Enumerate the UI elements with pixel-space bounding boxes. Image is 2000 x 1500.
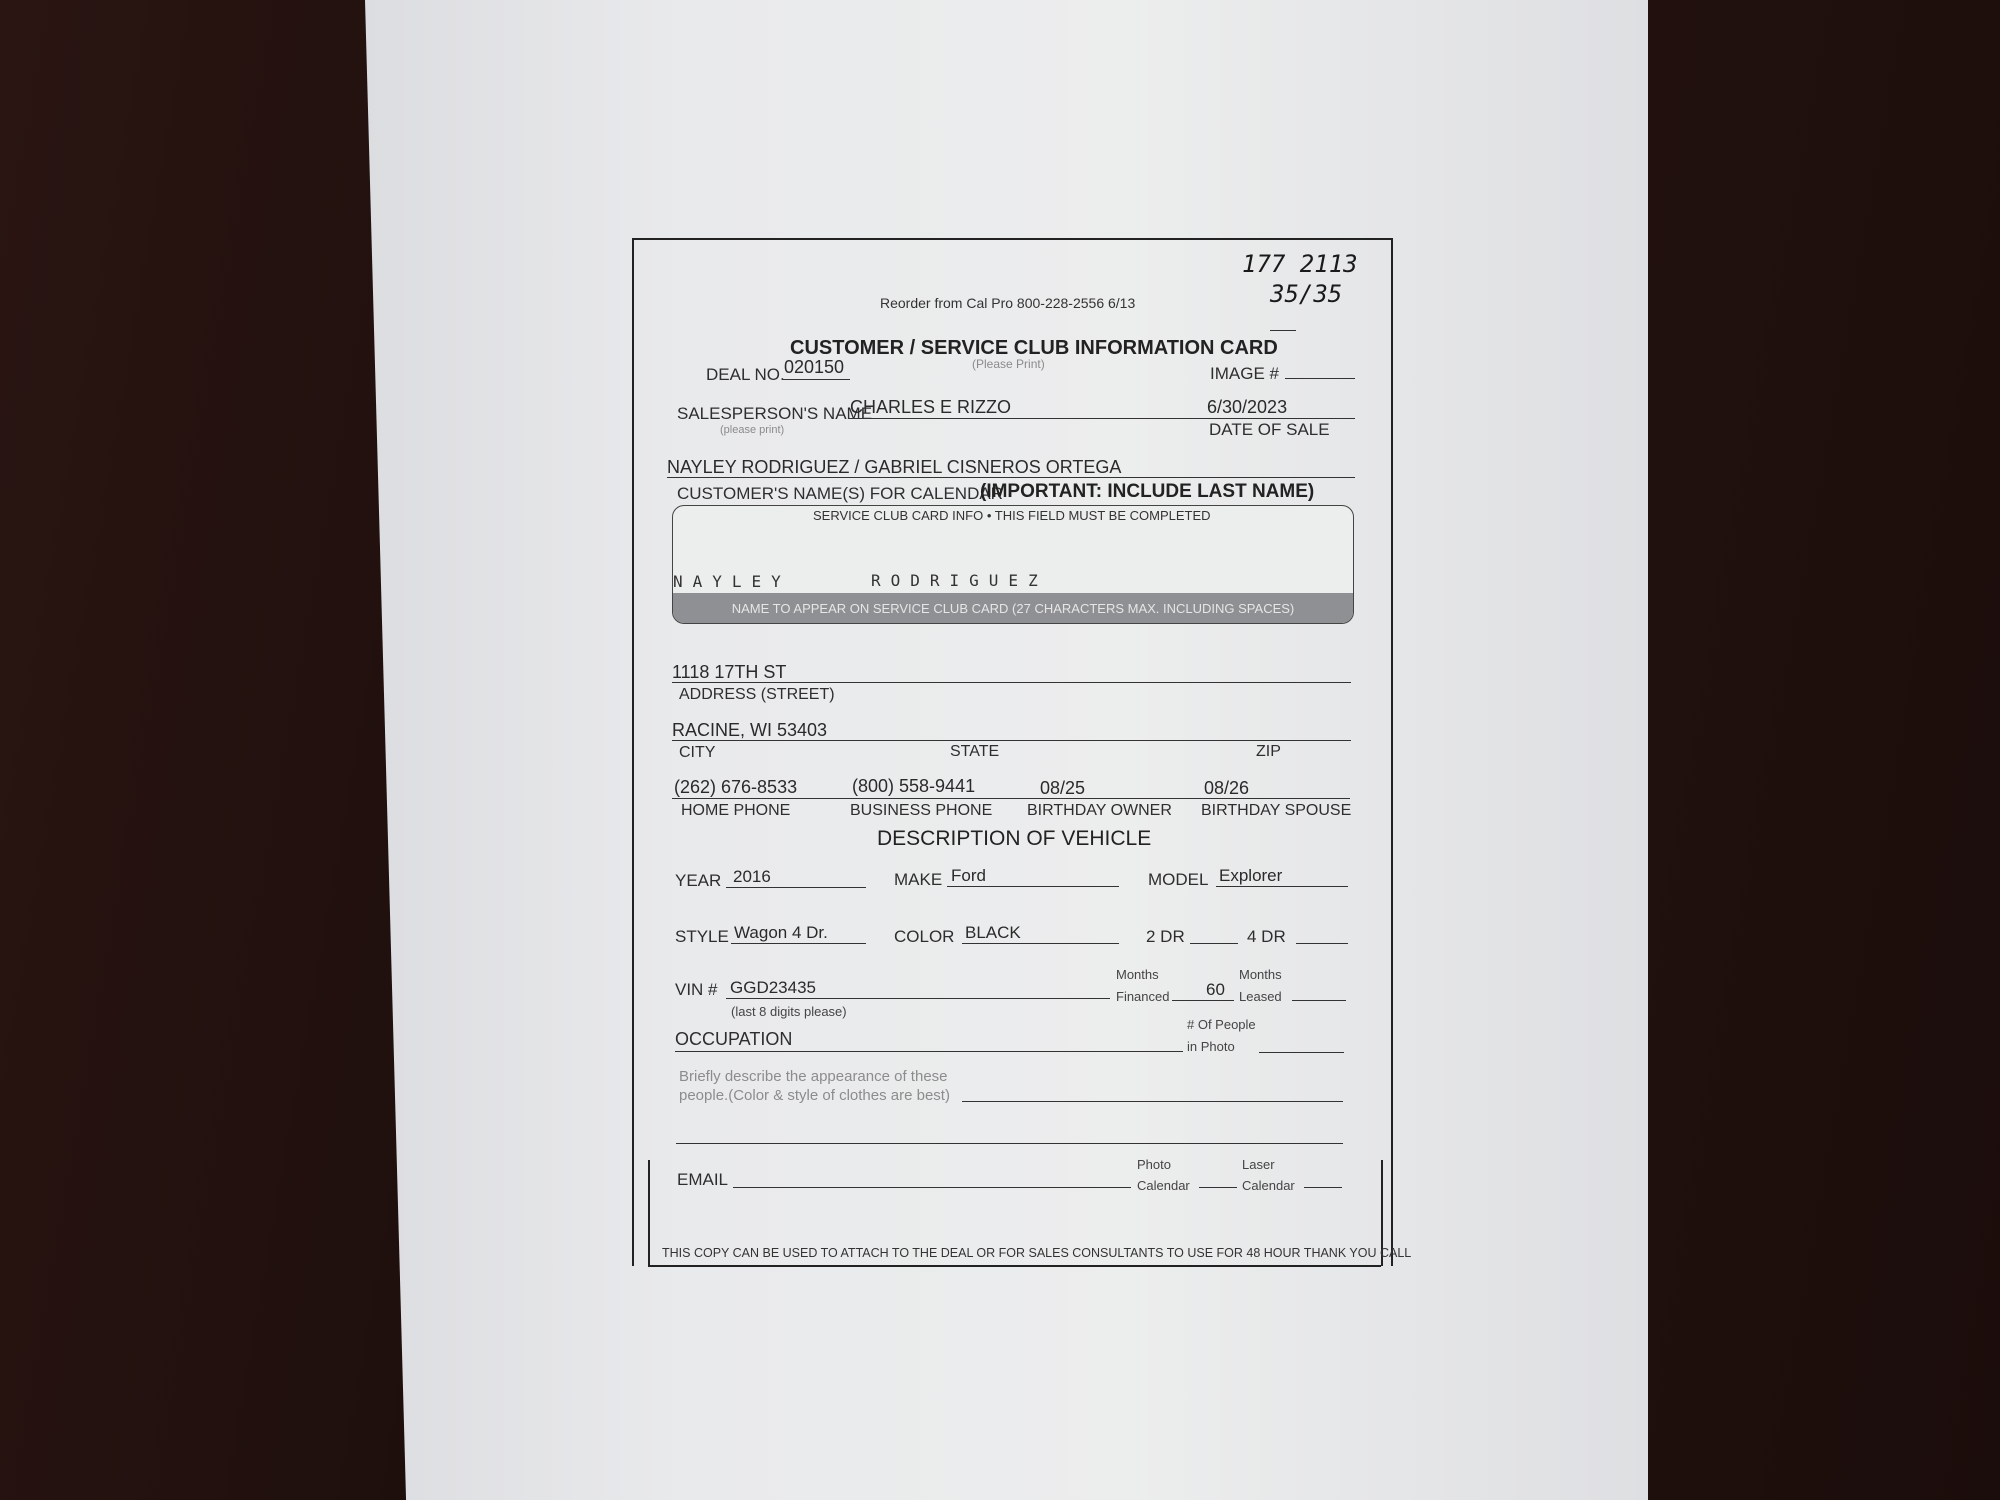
- describe-line-1: Briefly describe the appearance of these: [679, 1068, 948, 1085]
- city-value: RACINE, WI 53403: [672, 720, 828, 740]
- city-line: [672, 740, 1351, 741]
- service-club-card-box: [672, 505, 1354, 624]
- birthday-owner-value: 08/25: [1040, 778, 1086, 798]
- vin-line: [726, 998, 1110, 999]
- year-line: [726, 887, 866, 888]
- club-card-name-last: RODRIGUEZ: [871, 571, 1048, 590]
- four-door-label: 4 DR: [1247, 927, 1286, 946]
- deal-no-value: 020150: [784, 357, 845, 377]
- style-label: STYLE: [675, 927, 729, 946]
- people-count-bottom: in Photo: [1187, 1039, 1235, 1054]
- address-label: ADDRESS (STREET): [679, 686, 835, 703]
- describe-line: [962, 1101, 1343, 1102]
- address-line: [672, 682, 1351, 683]
- date-of-sale-label: DATE OF SALE: [1209, 420, 1330, 439]
- months-financed-top: Months: [1116, 967, 1159, 982]
- email-label: EMAIL: [677, 1170, 729, 1189]
- zip-label: ZIP: [1256, 743, 1281, 760]
- four-door-line: [1296, 943, 1348, 944]
- customer-names-line: [667, 477, 1355, 478]
- reorder-text: Reorder from Cal Pro 800-228-2556 6/13: [880, 295, 1136, 311]
- style-value: Wagon 4 Dr.: [734, 923, 828, 942]
- model-line: [1216, 886, 1348, 887]
- make-label: MAKE: [894, 870, 943, 889]
- financed-label: Financed: [1116, 989, 1170, 1004]
- deal-no-line: [782, 379, 850, 380]
- vehicle-heading: DESCRIPTION OF VEHICLE: [877, 827, 1152, 850]
- salesperson-label: SALESPERSON'S NAME: [677, 404, 873, 423]
- card-footer: THIS COPY CAN BE USED TO ATTACH TO THE DEAL OR FOR SALES CONSULTANTS TO USE FOR 48 HOUR THANK YOU CALL: [662, 1246, 1412, 1260]
- color-value: BLACK: [965, 923, 1021, 942]
- address-value: 1118 17TH ST: [672, 662, 787, 682]
- two-door-label: 2 DR: [1146, 927, 1185, 946]
- vin-hint: (last 8 digits please): [731, 1004, 847, 1019]
- photo-calendar-top: Photo: [1137, 1157, 1171, 1172]
- club-card-band-text: NAME TO APPEAR ON SERVICE CLUB CARD (27 CHARACTERS MAX. INCLUDING SPACES): [731, 601, 1295, 616]
- state-label: STATE: [950, 743, 1000, 760]
- people-count-top: # Of People: [1187, 1017, 1256, 1032]
- home-phone-label: HOME PHONE: [681, 802, 791, 819]
- vin-label: VIN #: [675, 980, 718, 999]
- home-phone-value: (262) 676-8533: [674, 777, 798, 797]
- leased-label: Leased: [1239, 989, 1282, 1004]
- laser-calendar-line: [1304, 1187, 1342, 1188]
- city-label: CITY: [679, 744, 716, 761]
- make-value: Ford: [951, 866, 986, 885]
- financed-line: [1172, 1000, 1234, 1001]
- model-value: Explorer: [1219, 866, 1283, 885]
- year-label: YEAR: [675, 871, 722, 890]
- leased-line: [1292, 1000, 1346, 1001]
- club-card-name-band: [673, 593, 1353, 623]
- handwritten-note-1: 177 2113: [1242, 250, 1358, 278]
- months-leased-top: Months: [1239, 967, 1282, 982]
- laser-calendar-bottom: Calendar: [1242, 1178, 1295, 1193]
- occupation-line: [675, 1051, 1183, 1052]
- deal-no-label: DEAL NO.: [706, 365, 785, 384]
- handwritten-note-2: 35/35: [1270, 280, 1343, 308]
- club-card-header: SERVICE CLUB CARD INFO • THIS FIELD MUST BE COMPLETED: [813, 508, 1211, 523]
- laser-calendar-top: Laser: [1242, 1157, 1275, 1172]
- people-count-line: [1259, 1052, 1344, 1053]
- business-phone-label: BUSINESS PHONE: [850, 802, 993, 819]
- card-title: CUSTOMER / SERVICE CLUB INFORMATION CARD: [790, 337, 1278, 359]
- club-card-name-first: NAYLEY: [673, 572, 791, 591]
- customer-names-value: NAYLEY RODRIGUEZ / GABRIEL CISNEROS ORTEGA: [667, 457, 1122, 477]
- vin-value: GGD23435: [730, 978, 816, 997]
- color-label: COLOR: [894, 927, 955, 946]
- salesperson-value: CHARLES E RIZZO: [850, 397, 1012, 417]
- info-card-bottom-edge: [648, 1265, 1381, 1268]
- make-line: [947, 886, 1119, 887]
- color-line: [962, 943, 1119, 944]
- occupation-label: OCCUPATION: [675, 1029, 793, 1049]
- image-no-line: [1285, 378, 1355, 379]
- customer-names-label: CUSTOMER'S NAME(S) FOR CALENDAR: [677, 484, 1003, 503]
- birthday-spouse-label: BIRTHDAY SPOUSE: [1201, 802, 1352, 819]
- birthday-spouse-value: 08/26: [1204, 778, 1250, 798]
- birthday-owner-label: BIRTHDAY OWNER: [1027, 802, 1172, 819]
- year-value: 2016: [733, 867, 771, 886]
- financed-value: 60: [1206, 980, 1225, 999]
- please-print-note: (Please Print): [972, 357, 1045, 371]
- style-line: [731, 943, 866, 944]
- phones-line: [672, 798, 1350, 799]
- handwritten-dash: [1270, 330, 1296, 331]
- image-no-label: IMAGE #: [1210, 364, 1279, 383]
- describe-line-2: people.(Color & style of clothes are best): [679, 1087, 950, 1104]
- describe-extra-line: [676, 1143, 1343, 1144]
- two-door-line: [1190, 943, 1238, 944]
- date-of-sale-value: 6/30/2023: [1207, 397, 1288, 417]
- email-line: [733, 1187, 1131, 1188]
- important-note: (IMPORTANT: INCLUDE LAST NAME): [980, 481, 1315, 502]
- model-label: MODEL: [1148, 870, 1209, 889]
- photo-calendar-bottom: Calendar: [1137, 1178, 1190, 1193]
- photo-calendar-line: [1199, 1187, 1237, 1188]
- salesperson-line: [848, 418, 1355, 419]
- business-phone-value: (800) 558-9441: [852, 776, 976, 796]
- salesperson-hint: (please print): [720, 424, 785, 436]
